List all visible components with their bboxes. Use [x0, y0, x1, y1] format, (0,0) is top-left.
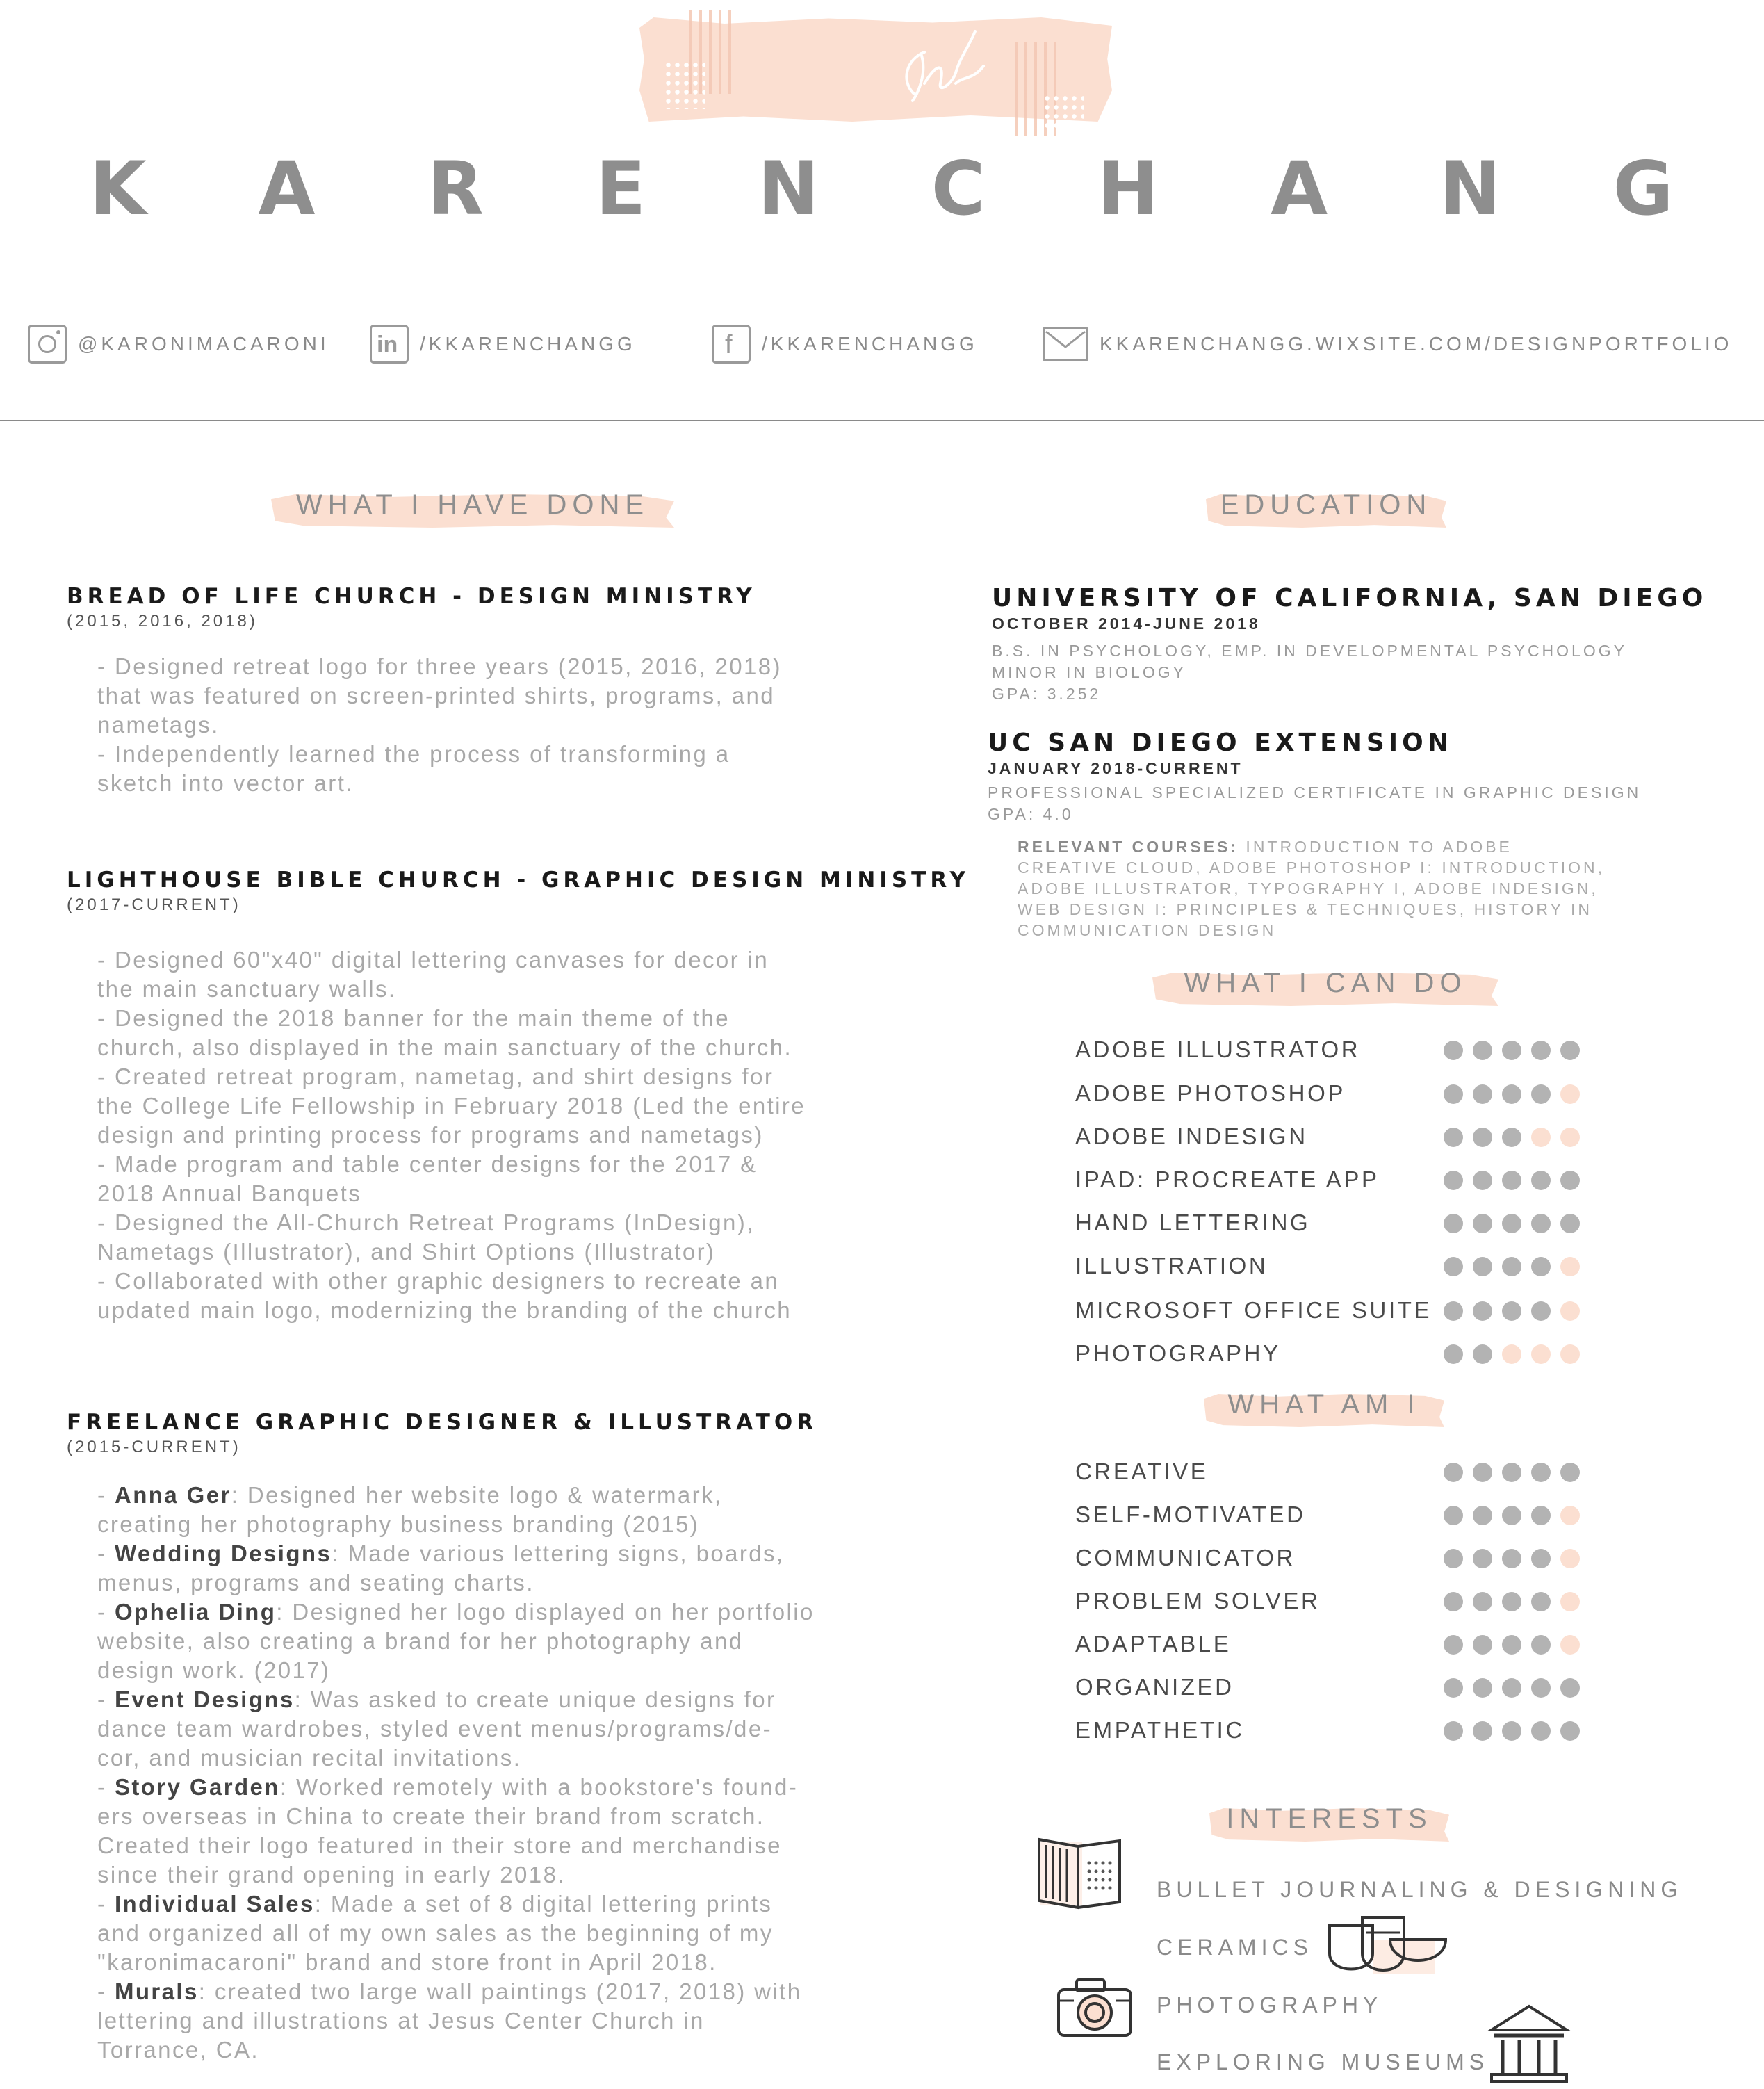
rating-dot-filled: [1531, 1041, 1551, 1060]
envelope-icon: [1043, 327, 1088, 361]
rating-dot-filled: [1560, 1041, 1580, 1060]
trait-rating: [1444, 1592, 1580, 1611]
rating-dot-filled: [1531, 1506, 1551, 1525]
job-description: [97, 1481, 883, 2065]
rating-dot-filled: [1502, 1635, 1521, 1655]
rating-dot-filled: [1531, 1592, 1551, 1611]
rating-dot-filled: [1444, 1721, 1463, 1741]
job-line: - Made program and table center designs for the 2017 &: [97, 1151, 758, 1177]
rating-dot-filled: [1473, 1592, 1492, 1611]
job-description: [97, 652, 883, 798]
rating-dot-filled: [1473, 1635, 1492, 1655]
rating-dot-filled: [1444, 1301, 1463, 1321]
contact-text: KKARENCHANGG.WIXSITE.COM/DESIGNPORTFOLIO: [1100, 333, 1733, 355]
trait-rating: [1444, 1678, 1580, 1698]
job-line: since their grand opening in early 2018.: [97, 1862, 566, 1887]
rating-dot-filled: [1444, 1041, 1463, 1060]
rating-dot-empty: [1560, 1549, 1580, 1568]
job-title: FREELANCE GRAPHIC DESIGNER & ILLUSTRATOR: [67, 1410, 818, 1435]
job-line: Created their logo featured in their store and merchandise: [97, 1832, 782, 1858]
rating-dot-filled: [1473, 1257, 1492, 1276]
rating-dot-filled: [1560, 1678, 1580, 1698]
job-line: - Anna Ger: Designed her website logo & watermark,: [97, 1482, 723, 1508]
job-entry: [67, 584, 901, 798]
education-detail: PROFESSIONAL SPECIALIZED CERTIFICATE IN GRAPHIC DESIGN: [988, 783, 1642, 802]
rating-dot-filled: [1502, 1506, 1521, 1525]
job-line: updated main logo, modernizing the branding of the church: [97, 1297, 792, 1323]
job-line: - Ophelia Ding: Designed her logo displayed on her portfolio: [97, 1599, 815, 1625]
skill-label: HAND LETTERING: [1075, 1210, 1311, 1235]
header-divider: [0, 420, 1764, 421]
job-line: creating her photography business branding (2015): [97, 1511, 700, 1537]
skill-rating: [1444, 1344, 1580, 1364]
education-entry: [988, 729, 1752, 825]
rating-dot-filled: [1502, 1463, 1521, 1482]
skill-rating: [1444, 1257, 1580, 1276]
skill-rating: [1444, 1301, 1580, 1321]
open-book-icon: [1034, 1835, 1131, 1919]
job-line: menus, programs and seating charts.: [97, 1570, 534, 1595]
rating-dot-filled: [1444, 1214, 1463, 1233]
rating-dot-filled: [1444, 1463, 1463, 1482]
section-heading-traits: [1204, 1384, 1444, 1433]
job-line: lettering and illustrations at Jesus Center Church in: [97, 2008, 705, 2033]
skill-label: IPAD: PROCREATE APP: [1075, 1167, 1380, 1192]
rating-dot-filled: [1444, 1128, 1463, 1147]
job-line: Nametags (Illustrator), and Shirt Options (Illustrator): [97, 1239, 716, 1265]
rating-dot-filled: [1473, 1721, 1492, 1741]
trait-label: EMPATHETIC: [1075, 1717, 1245, 1743]
trait-label: SELF-MOTIVATED: [1075, 1502, 1306, 1527]
trait-label: COMMUNICATOR: [1075, 1545, 1296, 1570]
job-line: - Designed 60"x40" digital lettering canvases for decor in: [97, 947, 769, 973]
education-detail: GPA: 3.252: [992, 685, 1102, 703]
rating-dot-filled: [1502, 1171, 1521, 1190]
skill-row: [1075, 1119, 1583, 1154]
facebook-icon: f: [712, 325, 751, 364]
skill-row: [1075, 1336, 1583, 1371]
rating-dot-filled: [1444, 1344, 1463, 1364]
rating-dot-filled: [1531, 1301, 1551, 1321]
rating-dot-filled: [1444, 1257, 1463, 1276]
rating-dot-filled: [1473, 1344, 1492, 1364]
trait-rating: [1444, 1463, 1580, 1482]
section-heading-experience: [271, 485, 674, 533]
education-entry: [992, 584, 1756, 705]
rating-dot-filled: [1444, 1084, 1463, 1104]
contact-text: /KKARENCHANGG: [762, 333, 978, 355]
job-line: sketch into vector art.: [97, 770, 354, 796]
job-line: ers overseas in China to create their brand from scratch.: [97, 1803, 765, 1829]
trait-rating: [1444, 1506, 1580, 1525]
rating-dot-filled: [1473, 1678, 1492, 1698]
job-line: - Collaborated with other graphic designers to recreate an: [97, 1268, 780, 1294]
linkedin-icon: in: [370, 325, 409, 364]
rating-dot-filled: [1531, 1257, 1551, 1276]
job-line: - Designed retreat logo for three years (2015, 2016, 2018): [97, 653, 782, 679]
job-line: that was featured on screen-printed shirts, programs, and: [97, 683, 776, 708]
interest-item: CERAMICS: [1157, 1935, 1313, 1960]
rating-dot-filled: [1473, 1301, 1492, 1321]
rating-dot-filled: [1531, 1084, 1551, 1104]
rating-dot-filled: [1473, 1171, 1492, 1190]
rating-dot-filled: [1502, 1041, 1521, 1060]
rating-dot-filled: [1473, 1214, 1492, 1233]
job-date: (2015, 2016, 2018): [67, 612, 258, 631]
trait-rating: [1444, 1635, 1580, 1655]
job-line: design and printing process for programs and nametags): [97, 1122, 764, 1148]
camera-icon: [1053, 1974, 1136, 2040]
rating-dot-filled: [1502, 1721, 1521, 1741]
trait-rating: [1444, 1721, 1580, 1741]
rating-dot-filled: [1531, 1463, 1551, 1482]
rating-dot-filled: [1444, 1506, 1463, 1525]
rating-dot-filled: [1531, 1549, 1551, 1568]
job-title: LIGHTHOUSE BIBLE CHURCH - GRAPHIC DESIGN MINISTRY: [67, 868, 970, 893]
rating-dot-empty: [1560, 1084, 1580, 1104]
page-title: K A R E N C H A N G: [89, 146, 1717, 231]
trait-rating: [1444, 1549, 1580, 1568]
trait-label: CREATIVE: [1075, 1458, 1209, 1484]
rating-dot-filled: [1444, 1592, 1463, 1611]
job-line: - Wedding Designs: Made various lettering signs, boards,: [97, 1541, 785, 1566]
logo-dot-pattern: [1043, 94, 1084, 129]
rating-dot-empty: [1560, 1301, 1580, 1321]
courses-line: ADOBE ILLUSTRATOR, TYPOGRAPHY I, ADOBE INDESIGN,: [1018, 879, 1599, 897]
rating-dot-filled: [1444, 1549, 1463, 1568]
rating-dot-filled: [1473, 1041, 1492, 1060]
rating-dot-empty: [1531, 1344, 1551, 1364]
trait-row: [1075, 1584, 1583, 1618]
education-detail: GPA: 4.0: [988, 805, 1074, 823]
rating-dot-filled: [1444, 1678, 1463, 1698]
rating-dot-empty: [1560, 1592, 1580, 1611]
skill-rating: [1444, 1041, 1580, 1060]
contact-text: @KARONIMACARONI: [78, 333, 329, 355]
rating-dot-empty: [1560, 1128, 1580, 1147]
rating-dot-filled: [1473, 1084, 1492, 1104]
skill-rating: [1444, 1084, 1580, 1104]
skill-label: ILLUSTRATION: [1075, 1253, 1268, 1278]
rating-dot-filled: [1502, 1592, 1521, 1611]
rating-dot-filled: [1531, 1678, 1551, 1698]
education-detail: MINOR IN BIOLOGY: [992, 663, 1186, 681]
section-heading-skills: [1152, 963, 1498, 1011]
contact-facebook[interactable]: [712, 321, 978, 367]
job-line: church, also displayed in the main sanctuary of the church.: [97, 1034, 793, 1060]
section-heading-text: WHAT AM I: [1227, 1389, 1421, 1420]
rating-dot-filled: [1502, 1257, 1521, 1276]
rating-dot-filled: [1560, 1171, 1580, 1190]
interest-item: BULLET JOURNALING & DESIGNING: [1157, 1877, 1683, 1902]
contact-text: /KKARENCHANGG: [420, 333, 636, 355]
school-name: UC SAN DIEGO EXTENSION: [988, 729, 1453, 757]
rating-dot-filled: [1473, 1549, 1492, 1568]
rating-dot-filled: [1502, 1301, 1521, 1321]
job-line: - Designed the 2018 banner for the main theme of the: [97, 1005, 730, 1031]
skill-row: [1075, 1076, 1583, 1111]
rating-dot-filled: [1531, 1635, 1551, 1655]
rating-dot-filled: [1444, 1171, 1463, 1190]
rating-dot-empty: [1560, 1506, 1580, 1525]
job-line: - Designed the All-Church Retreat Programs (InDesign),: [97, 1210, 755, 1235]
courses-line: RELEVANT COURSES: INTRODUCTION TO ADOBE: [1018, 838, 1512, 856]
rating-dot-filled: [1502, 1128, 1521, 1147]
education-date: OCTOBER 2014-JUNE 2018: [992, 615, 1261, 633]
school-name: UNIVERSITY OF CALIFORNIA, SAN DIEGO: [992, 584, 1708, 612]
job-description: [97, 945, 883, 1325]
trait-row: [1075, 1627, 1583, 1661]
section-heading-text: WHAT I CAN DO: [1184, 968, 1467, 998]
trait-label: PROBLEM SOLVER: [1075, 1588, 1321, 1614]
rating-dot-empty: [1531, 1128, 1551, 1147]
skill-rating: [1444, 1171, 1580, 1190]
contact-instagram[interactable]: [28, 321, 329, 367]
job-line: the College Life Fellowship in February 2018 (Led the entire: [97, 1093, 806, 1119]
skill-rating: [1444, 1128, 1580, 1147]
skill-row: [1075, 1293, 1583, 1328]
trait-label: ORGANIZED: [1075, 1674, 1234, 1700]
bowls-icon: [1324, 1912, 1453, 1988]
job-entry: [67, 1410, 901, 2065]
rating-dot-empty: [1560, 1257, 1580, 1276]
contact-linkedin[interactable]: [370, 321, 636, 367]
rating-dot-filled: [1502, 1678, 1521, 1698]
rating-dot-empty: [1560, 1635, 1580, 1655]
signature-logo: [626, 10, 1112, 136]
rating-dot-filled: [1502, 1084, 1521, 1104]
rating-dot-empty: [1560, 1344, 1580, 1364]
skill-label: ADOBE INDESIGN: [1075, 1123, 1308, 1149]
job-line: - Event Designs: Was asked to create unique designs for: [97, 1686, 776, 1712]
skill-label: PHOTOGRAPHY: [1075, 1340, 1281, 1366]
signature-icon: [886, 17, 990, 122]
job-line: and organized all of my own sales as the beginning of my: [97, 1920, 774, 1946]
job-line: website, also creating a brand for her photography and: [97, 1628, 744, 1654]
section-heading-text: WHAT I HAVE DONE: [295, 489, 650, 520]
rating-dot-empty: [1502, 1344, 1521, 1364]
rating-dot-filled: [1444, 1635, 1463, 1655]
interest-item: EXPLORING MUSEUMS: [1157, 2049, 1489, 2074]
job-line: Torrance, CA.: [97, 2037, 259, 2063]
skill-row: [1075, 1032, 1583, 1067]
relevant-courses: [1018, 836, 1685, 941]
job-line: - Created retreat program, nametag, and shirt designs for: [97, 1064, 774, 1089]
rating-dot-filled: [1473, 1128, 1492, 1147]
instagram-icon: [28, 325, 67, 364]
section-heading-text: EDUCATION: [1220, 489, 1432, 520]
job-line: cor, and musician recital invitations.: [97, 1745, 522, 1771]
skill-label: ADOBE ILLUSTRATOR: [1075, 1037, 1361, 1062]
job-line: design work. (2017): [97, 1657, 331, 1683]
section-heading-interests: [1209, 1798, 1449, 1847]
museum-icon: [1487, 2002, 1571, 2086]
rating-dot-filled: [1531, 1214, 1551, 1233]
skill-row: [1075, 1205, 1583, 1240]
rating-dot-filled: [1473, 1463, 1492, 1482]
job-line: 2018 Annual Banquets: [97, 1180, 362, 1206]
trait-row: [1075, 1541, 1583, 1575]
skill-row: [1075, 1162, 1583, 1197]
rating-dot-filled: [1560, 1463, 1580, 1482]
section-heading-education: [1206, 485, 1446, 533]
job-date: (2017-CURRENT): [67, 895, 241, 914]
job-date: (2015-CURRENT): [67, 1438, 241, 1456]
job-line: the main sanctuary walls.: [97, 976, 397, 1002]
job-line: - Murals: created two large wall paintings (2017, 2018) with: [97, 1978, 802, 2004]
skill-label: ADOBE PHOTOSHOP: [1075, 1080, 1346, 1106]
trait-row: [1075, 1497, 1583, 1532]
rating-dot-filled: [1531, 1721, 1551, 1741]
skill-row: [1075, 1249, 1583, 1283]
logo-dot-pattern: [664, 60, 705, 109]
rating-dot-filled: [1502, 1214, 1521, 1233]
skill-rating: [1444, 1214, 1580, 1233]
section-heading-text: INTERESTS: [1226, 1803, 1432, 1834]
rating-dot-filled: [1531, 1171, 1551, 1190]
courses-line: COMMUNICATION DESIGN: [1018, 921, 1277, 939]
job-line: - Individual Sales: Made a set of 8 digital lettering prints: [97, 1891, 773, 1917]
education-date: JANUARY 2018-CURRENT: [988, 759, 1243, 777]
courses-line: WEB DESIGN I: PRINCIPLES & TECHNIQUES, HISTORY IN: [1018, 900, 1592, 918]
rating-dot-filled: [1502, 1549, 1521, 1568]
job-title: BREAD OF LIFE CHURCH - DESIGN MINISTRY: [67, 584, 756, 609]
job-line: nametags.: [97, 712, 220, 738]
job-entry: [67, 868, 970, 1325]
contact-portfolio[interactable]: [1043, 321, 1732, 367]
job-line: dance team wardrobes, styled event menus/programs/de-: [97, 1716, 772, 1741]
skill-label: MICROSOFT OFFICE SUITE: [1075, 1297, 1432, 1323]
trait-row: [1075, 1670, 1583, 1705]
trait-row: [1075, 1713, 1583, 1748]
rating-dot-filled: [1473, 1506, 1492, 1525]
education-detail: B.S. IN PSYCHOLOGY, EMP. IN DEVELOPMENTAL PSYCHOLOGY: [992, 642, 1627, 660]
rating-dot-filled: [1560, 1214, 1580, 1233]
trait-label: ADAPTABLE: [1075, 1631, 1232, 1657]
interest-item: PHOTOGRAPHY: [1157, 1992, 1383, 2017]
job-line: - Independently learned the process of transforming a: [97, 741, 730, 767]
job-line: "karonimacaroni" brand and store front in April 2018.: [97, 1949, 717, 1975]
rating-dot-filled: [1560, 1721, 1580, 1741]
courses-line: CREATIVE CLOUD, ADOBE PHOTOSHOP I: INTRODUCTION,: [1018, 859, 1606, 877]
trait-row: [1075, 1454, 1583, 1489]
job-line: - Story Garden: Worked remotely with a bookstore's found-: [97, 1774, 799, 1800]
